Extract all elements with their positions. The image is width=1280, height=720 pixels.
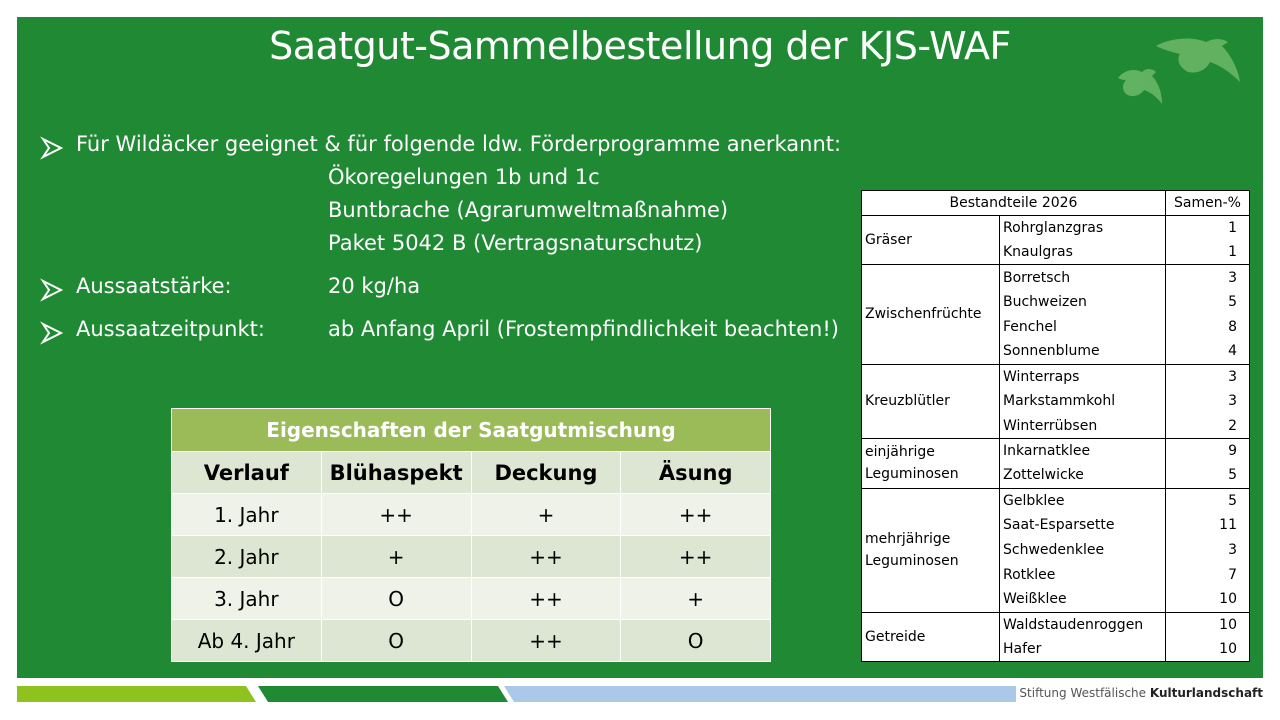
component-name: Rohrglanzgras (1000, 215, 1166, 240)
component-name: Winterraps (1000, 364, 1166, 389)
bullet-value: 20 kg/ha (328, 274, 421, 298)
table-cell: 1. Jahr (172, 494, 322, 536)
component-percent: 10 (1166, 637, 1250, 662)
slide-title: Saatgut-Sammelbestellung der KJS-WAF (269, 24, 1011, 68)
table-cell: + (621, 578, 771, 620)
component-percent: 1 (1166, 215, 1250, 240)
component-percent: 5 (1166, 463, 1250, 488)
component-group: Zwischenfrüchte (862, 265, 1000, 364)
component-percent: 4 (1166, 339, 1250, 364)
table-cell: O (321, 620, 471, 662)
component-percent: 3 (1166, 265, 1250, 290)
component-name: Borretsch (1000, 265, 1166, 290)
component-group: Getreide (862, 612, 1000, 662)
table-cell: ++ (471, 536, 621, 578)
component-name: Hafer (1000, 637, 1166, 662)
components-table (861, 190, 1250, 662)
component-name: Sonnenblume (1000, 339, 1166, 364)
table-cell: O (621, 620, 771, 662)
table-cell: + (471, 494, 621, 536)
properties-table-caption: Eigenschaften der Saatgutmischung (172, 409, 771, 452)
component-row (862, 265, 1250, 290)
component-row (862, 364, 1250, 389)
component-name: Saat-Esparsette (1000, 513, 1166, 538)
footer-org-bold: Kulturlandschaft (1149, 686, 1263, 700)
table-cell: ++ (471, 620, 621, 662)
program-name: Ökoregelungen 1b und 1c (328, 165, 600, 189)
properties-table (171, 408, 771, 662)
table-cell: ++ (621, 494, 771, 536)
table-row (172, 578, 771, 620)
component-percent: 2 (1166, 414, 1250, 439)
table-cell: 3. Jahr (172, 578, 322, 620)
arrow-bullet-icon (40, 136, 64, 160)
footer-organization (1019, 686, 1263, 700)
table-cell: ++ (321, 494, 471, 536)
table-cell: O (321, 578, 471, 620)
component-name: Markstammkohl (1000, 389, 1166, 414)
table-row (172, 536, 771, 578)
bullet-label: Aussaatzeitpunkt: (76, 317, 265, 341)
components-table-body (862, 215, 1250, 661)
bullet-label: Für Wildäcker geeignet & für folgende ldw. Förderprogramme anerkannt: (76, 132, 842, 156)
bullet-value: ab Anfang April (Frostempfindlichkeit beachten!) (328, 317, 839, 341)
component-percent: 5 (1166, 290, 1250, 315)
component-name: Gelbklee (1000, 488, 1166, 513)
component-group: mehrjährige Leguminosen (862, 488, 1000, 612)
bullet-label: Aussaatstärke: (76, 274, 232, 298)
component-group: Kreuzblütler (862, 364, 1000, 438)
component-row (862, 438, 1250, 463)
column-header: Deckung (471, 452, 621, 494)
component-percent: 3 (1166, 389, 1250, 414)
footer-org-prefix: Stiftung Westfälische (1019, 686, 1147, 700)
component-percent: 7 (1166, 562, 1250, 587)
table-cell: ++ (621, 536, 771, 578)
component-row (862, 612, 1250, 637)
column-header: Verlauf (172, 452, 322, 494)
component-name: Rotklee (1000, 562, 1166, 587)
component-percent: 5 (1166, 488, 1250, 513)
component-percent: 1 (1166, 240, 1250, 265)
column-header: Blühaspekt (321, 452, 471, 494)
table-cell: 2. Jahr (172, 536, 322, 578)
table-row (172, 620, 771, 662)
components-header: Bestandteile 2026 (862, 191, 1166, 216)
table-cell: Ab 4. Jahr (172, 620, 322, 662)
percent-header: Samen-% (1166, 191, 1250, 216)
component-group: Gräser (862, 215, 1000, 265)
program-name: Buntbrache (Agrarumweltmaßnahme) (328, 198, 729, 222)
component-percent: 3 (1166, 538, 1250, 563)
component-name: Knaulgras (1000, 240, 1166, 265)
component-name: Fenchel (1000, 314, 1166, 339)
table-cell: + (321, 536, 471, 578)
component-percent: 3 (1166, 364, 1250, 389)
component-percent: 10 (1166, 612, 1250, 637)
flying-birds-icon (1110, 34, 1250, 114)
arrow-bullet-icon (40, 321, 64, 345)
program-name: Paket 5042 B (Vertragsnaturschutz) (328, 231, 703, 255)
table-cell: ++ (471, 578, 621, 620)
component-percent: 9 (1166, 438, 1250, 463)
component-percent: 11 (1166, 513, 1250, 538)
component-name: Zottelwicke (1000, 463, 1166, 488)
component-name: Waldstaudenroggen (1000, 612, 1166, 637)
component-name: Inkarnatklee (1000, 438, 1166, 463)
component-percent: 8 (1166, 314, 1250, 339)
component-row (862, 488, 1250, 513)
component-name: Weißklee (1000, 587, 1166, 612)
component-name: Buchweizen (1000, 290, 1166, 315)
component-name: Winterrübsen (1000, 414, 1166, 439)
arrow-bullet-icon (40, 278, 64, 302)
component-name: Schwedenklee (1000, 538, 1166, 563)
component-percent: 10 (1166, 587, 1250, 612)
table-row (172, 494, 771, 536)
component-group: einjährige Leguminosen (862, 438, 1000, 488)
component-row (862, 215, 1250, 240)
column-header: Äsung (621, 452, 771, 494)
